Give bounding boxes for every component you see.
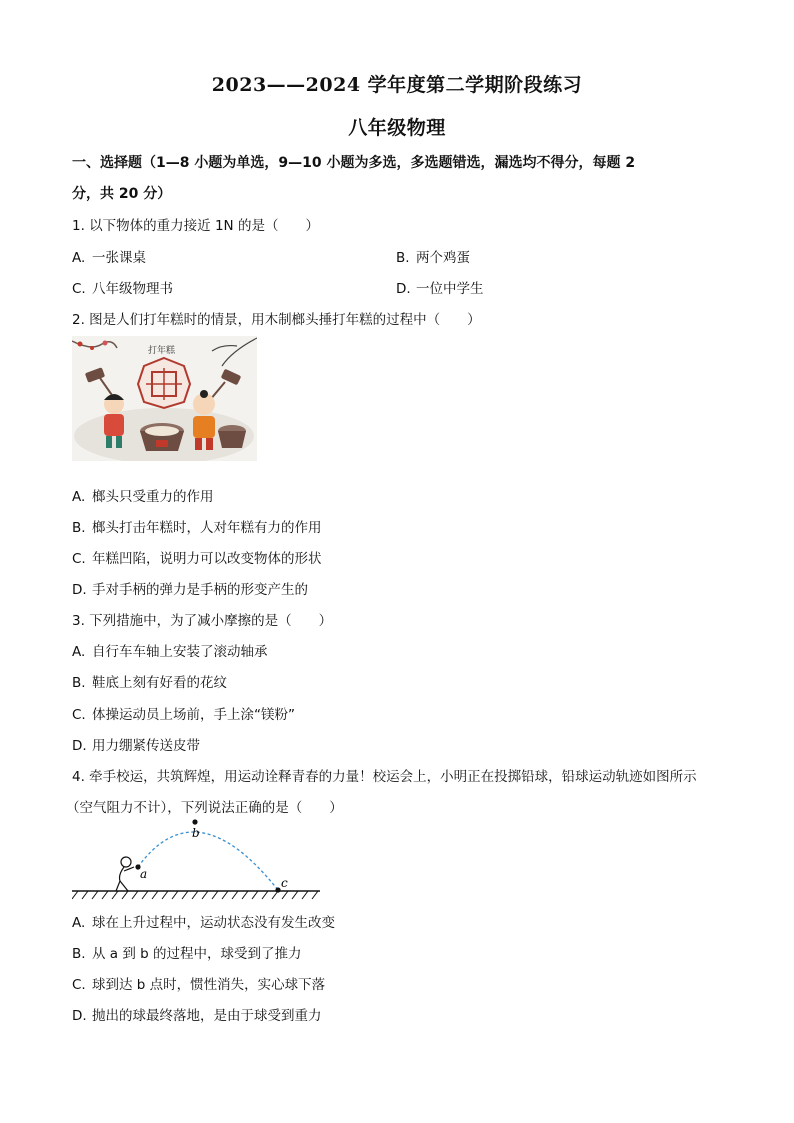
q1-option-a[interactable] — [72, 246, 146, 266]
page-title: 2023——2024 学年度第二学期阶段练习 — [211, 74, 583, 96]
q2-option-b[interactable] — [72, 516, 322, 536]
option-label: A. — [72, 250, 86, 266]
option-text: 鞋底上刻有好看的花纹 — [92, 675, 227, 691]
question-4-stem-cont: （空气阻力不计），下列说法正确的是（ ） — [66, 800, 343, 816]
q3-option-a[interactable] — [72, 640, 268, 660]
option-text: 两个鸡蛋 — [416, 250, 470, 266]
option-label: D. — [396, 281, 411, 297]
option-label: A. — [72, 644, 86, 660]
option-label: C. — [72, 551, 86, 567]
q2-option-d[interactable] — [72, 578, 308, 598]
option-label: B. — [72, 946, 86, 962]
option-label: C. — [72, 707, 86, 723]
option-text: 自行车车轴上安装了滚动轴承 — [92, 644, 268, 660]
option-text: 一位中学生 — [416, 281, 484, 297]
q3-option-b[interactable] — [72, 671, 227, 691]
q3-option-c[interactable] — [72, 703, 295, 723]
question-1-stem: 1. 以下物体的重力接近 1N 的是（ ） — [72, 218, 319, 234]
option-text: 球在上升过程中，运动状态没有发生改变 — [92, 915, 335, 931]
q4-option-c[interactable] — [72, 973, 325, 993]
point-c-marker — [275, 887, 280, 892]
thrower-icon — [116, 857, 134, 891]
option-text: 球到达 b 点时，惯性消失，实心球下落 — [92, 977, 326, 993]
option-label: D. — [72, 1008, 87, 1024]
option-label: D. — [72, 738, 87, 754]
option-text: 年糕凹陷，说明力可以改变物体的形状 — [92, 551, 322, 567]
option-text: 榔头打击年糕时，人对年糕有力的作用 — [92, 520, 322, 536]
question-4-stem: 4. 牵手校运，共筑辉煌，用运动诠释青春的力量！校运会上，小明正在投掷铅球，铅球运动轨迹如图所示 — [72, 769, 697, 785]
q4-option-a[interactable] — [72, 911, 335, 931]
option-text: 体操运动员上场前，手上涂“镁粉” — [92, 707, 295, 723]
point-c-label: c — [281, 876, 288, 890]
point-a-label: a — [140, 867, 148, 881]
q4-option-b[interactable] — [72, 942, 302, 962]
option-text: 抛出的球最终落地，是由于球受到重力 — [92, 1008, 322, 1024]
figure-caption: 打年糕 — [148, 346, 176, 356]
question-3-stem: 3. 下列措施中，为了减小摩擦的是（ ） — [72, 613, 333, 629]
option-text: 用力绷紧传送皮带 — [92, 738, 200, 754]
section-heading: 一、选择题（1—8 小题为单选，9—10 小题为多选，多选题错选，漏选均不得分，每题 2 — [72, 155, 636, 171]
option-label: C. — [72, 281, 86, 297]
option-text: 八年级物理书 — [92, 281, 173, 297]
q3-option-d[interactable] — [72, 734, 200, 754]
q4-option-d[interactable] — [72, 1004, 322, 1024]
mortar-icon — [140, 423, 184, 451]
point-b-marker — [192, 819, 197, 824]
page-subtitle: 八年级物理 — [348, 117, 446, 139]
trajectory-path — [138, 832, 278, 890]
shot-put-trajectory-diagram — [72, 815, 322, 910]
lattice-window-icon — [138, 358, 190, 408]
question-2-stem: 2. 图是人们打年糕时的情景，用木制榔头捶打年糕的过程中（ ） — [72, 312, 481, 328]
rice-cake-pounding-illustration — [72, 336, 257, 461]
option-label: B. — [72, 520, 86, 536]
option-label: B. — [72, 675, 86, 691]
section-heading-cont: 分，共 20 分） — [72, 186, 172, 202]
q2-option-a[interactable] — [72, 485, 214, 505]
q1-option-d[interactable] — [396, 277, 484, 297]
option-text: 手对手柄的弹力是手柄的形变产生的 — [92, 582, 308, 598]
option-label: A. — [72, 489, 86, 505]
point-b-label: b — [192, 826, 200, 840]
option-label: C. — [72, 977, 86, 993]
q2-option-c[interactable] — [72, 547, 322, 567]
option-label: A. — [72, 915, 86, 931]
q1-option-c[interactable] — [72, 277, 173, 297]
option-text: 从 a 到 b 的过程中，球受到了推力 — [92, 946, 302, 962]
option-text: 榔头只受重力的作用 — [92, 489, 214, 505]
option-label: B. — [396, 250, 410, 266]
option-text: 一张课桌 — [92, 250, 146, 266]
q1-option-b[interactable] — [396, 246, 470, 266]
option-label: D. — [72, 582, 87, 598]
